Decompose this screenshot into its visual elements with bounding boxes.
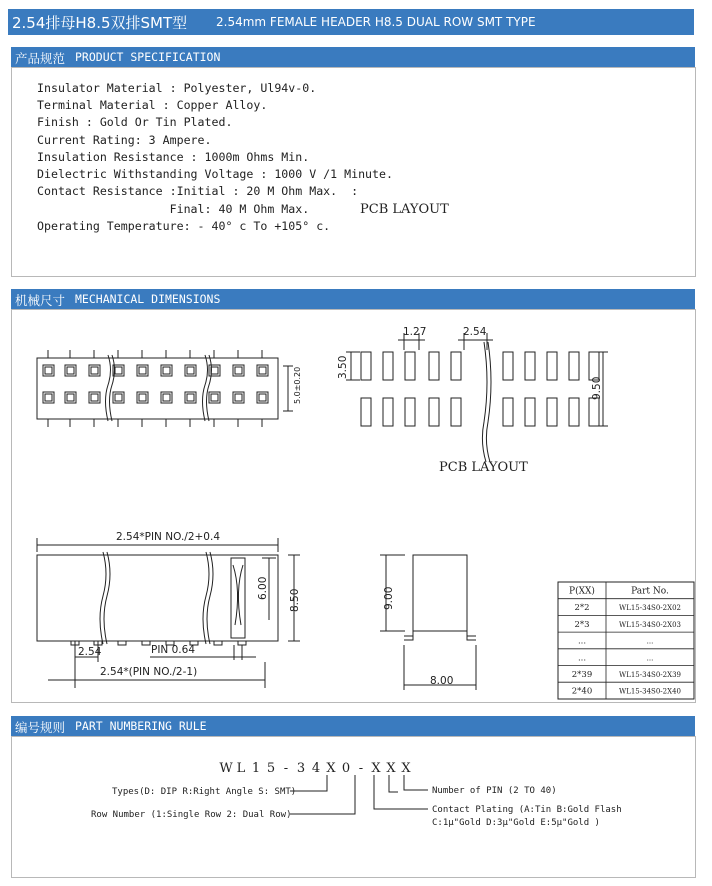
dim-front-600: 6.00	[257, 576, 269, 600]
section-mech-cn: 机械尺寸	[15, 293, 66, 308]
pcb-layout-label: PCB LAYOUT	[439, 460, 528, 475]
dim-side-900: 9.00	[383, 586, 395, 610]
dim-front-total: 2.54*PIN NO./2+0.4	[116, 531, 220, 543]
section-part-en: PART NUMBERING RULE	[75, 719, 207, 733]
part-code-char: L	[236, 761, 246, 776]
part-plating-label-1: Contact Plating (A:Tin B:Gold Flash	[432, 805, 622, 815]
spec-line: Insulator Material : Polyester, Ul94v-0.	[37, 81, 317, 95]
part-code-char: 4	[311, 761, 321, 776]
spec-line: Contact Resistance :Initial : 20 M Ohm Max. :	[37, 184, 359, 198]
table-cell: ...	[577, 636, 587, 647]
table-cell: WL15-34S0-2X40	[619, 687, 681, 696]
spec-pcb-layout-label: PCB LAYOUT	[360, 202, 449, 217]
part-code-char: X	[401, 761, 411, 776]
dim-front-bottom: 2.54*(PIN NO./2-1)	[100, 666, 198, 678]
part-code-char: 5	[266, 761, 276, 776]
table-header: Part No.	[631, 586, 669, 597]
spec-line: Insulation Resistance : 1000m Ohms Min.	[37, 150, 310, 164]
table-cell: ...	[577, 653, 587, 664]
dim-pcb-950: 9.50	[591, 376, 603, 400]
part-code-char: 3	[296, 761, 306, 776]
table-cell: ...	[646, 637, 654, 646]
table-cell: 2*3	[574, 619, 590, 630]
part-code-char: X	[326, 761, 336, 776]
spec-line: Finish : Gold Or Tin Plated.	[37, 115, 233, 129]
title-en: 2.54mm FEMALE HEADER H8.5 DUAL ROW SMT TYPE	[216, 15, 536, 29]
spec-line: Final: 40 M Ohm Max.	[37, 202, 310, 216]
table-header: P(XX)	[569, 586, 595, 597]
table-cell: WL15-34S0-2X02	[619, 604, 681, 613]
dim-pcb-127: 1.27	[403, 326, 427, 338]
dim-side-5: 5.0±0.20	[293, 366, 302, 404]
table-cell: WL15-34S0-2X39	[619, 671, 681, 679]
dim-front-pin: PIN 0.64	[151, 644, 195, 656]
section-spec-cn: 产品规范	[15, 51, 66, 66]
table-cell: 2*39	[571, 670, 593, 680]
dim-front-850: 8.50	[289, 588, 301, 612]
dim-pcb-350: 3.50	[337, 355, 349, 379]
spec-line: Dielectric Withstanding Voltage : 1000 V /1 Minute.	[37, 167, 393, 181]
dim-pcb-254: 2.54	[463, 326, 487, 338]
dim-side-800: 8.00	[430, 675, 454, 687]
part-types-label: Types(D: DIP R:Right Angle S: SMT)	[112, 787, 297, 797]
part-code-char: X	[371, 761, 381, 776]
spec-line: Operating Temperature: - 40° c To +105° c.	[37, 219, 331, 233]
part-code-char: -	[283, 761, 289, 776]
table-cell: 2*40	[571, 686, 593, 697]
dim-front-254: 2.54	[78, 646, 102, 658]
table-cell: 2*2	[574, 603, 590, 614]
part-code-char: -	[358, 761, 364, 776]
section-part-cn: 编号规则	[15, 720, 66, 735]
table-cell: WL15-34S0-2X03	[619, 620, 681, 629]
spec-line: Current Rating: 3 Ampere.	[37, 133, 212, 147]
section-spec-en: PRODUCT SPECIFICATION	[75, 50, 221, 64]
part-row-label: Row Number (1:Single Row 2: Dual Row)	[91, 810, 292, 820]
part-plating-label-2: C:1μ"Gold D:3μ"Gold E:5μ"Gold )	[432, 818, 600, 828]
title-cn: 2.54排母H8.5双排SMT型	[12, 14, 188, 32]
table-cell: ...	[646, 654, 654, 663]
part-code-char: 0	[341, 761, 351, 776]
part-pins-label: Number of PIN (2 TO 40)	[432, 786, 557, 796]
spec-line: Terminal Material : Copper Alloy.	[37, 98, 268, 112]
part-code-char: W	[219, 761, 233, 776]
part-code-char: 1	[251, 761, 261, 776]
section-mech-en: MECHANICAL DIMENSIONS	[75, 292, 221, 306]
part-code-char: X	[386, 761, 396, 776]
